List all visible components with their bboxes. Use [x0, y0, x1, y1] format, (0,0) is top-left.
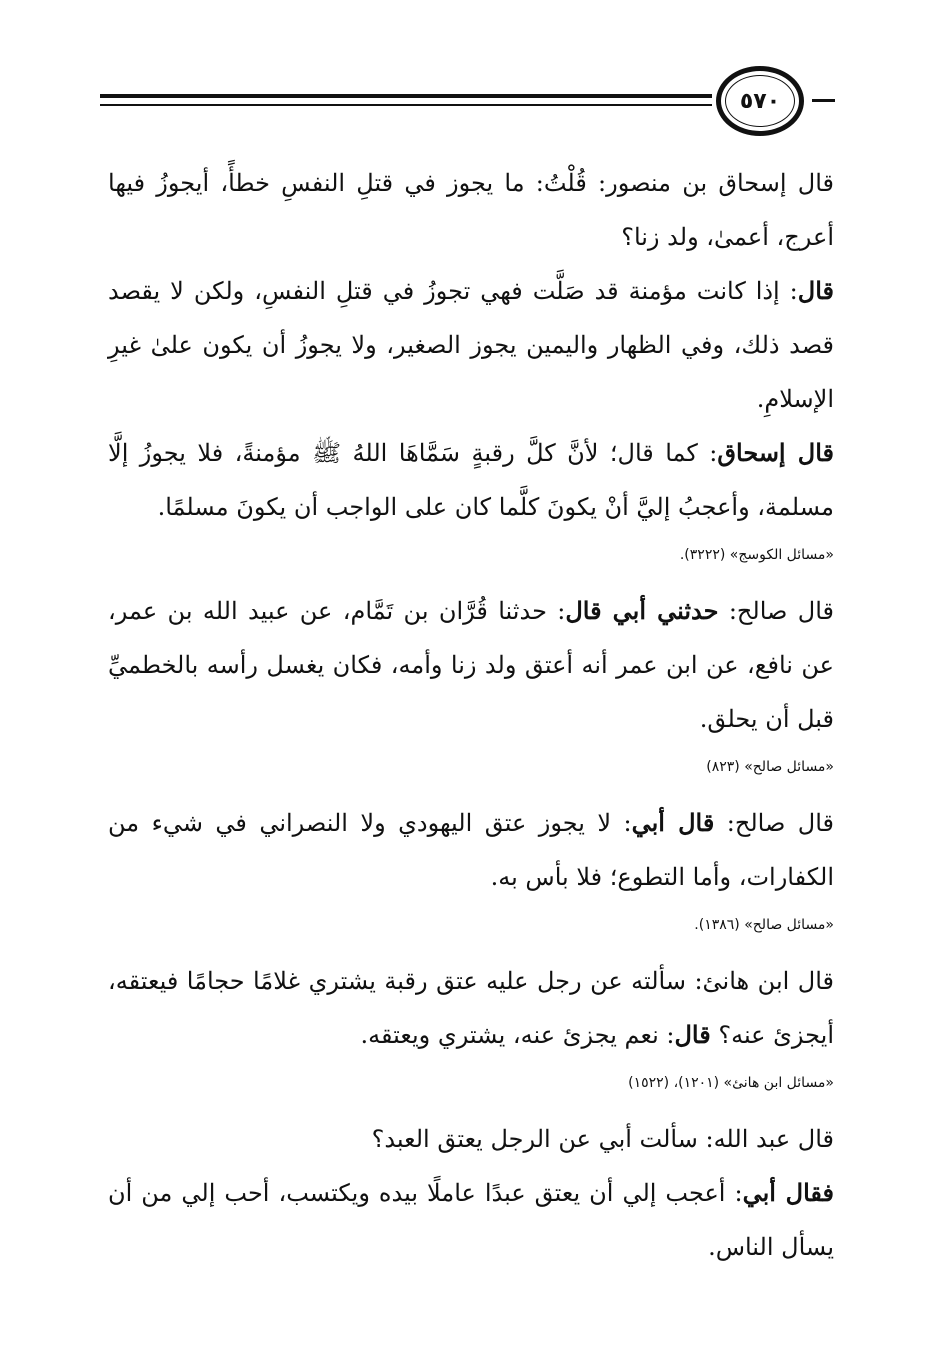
- paragraph: [108, 1112, 834, 1166]
- paragraph-text: : كما قال؛ لأنَّ كلَّ رقبةٍ سَمَّاهَا اللهُ ﷺ مؤمنةً، فلا يجوزُ إلَّا مسلمة، وأعجبُ إليَّ أنْ يكونَ كلَّما كان على الواجب أن يكونَ مسلمًا.: [108, 439, 834, 521]
- paragraph: [108, 264, 834, 426]
- paragraph-text: : نعم يجزئ عنه، يشتري ويعتقه.: [360, 1021, 675, 1049]
- paragraph-text: قال صالح:: [718, 597, 834, 625]
- speaker-label: قال أبي: [631, 808, 715, 837]
- paragraph: [108, 584, 834, 746]
- paragraph-text: قال صالح:: [714, 809, 835, 837]
- header-rule-thin: [100, 104, 712, 106]
- source-reference: «مسائل صالح» (٨٢٣): [706, 759, 834, 775]
- speaker-label: فقال أبي: [742, 1178, 834, 1207]
- paragraph-text: قال ابن هانئ: سألته عن رجل عليه عتق رقبة يشتري غلامًا حجامًا فيعتقه، أيجزئ عنه؟: [108, 967, 834, 1049]
- paragraph: [108, 156, 834, 264]
- paragraph-text: : حدثنا قُرَّان بن تَمَّام، عن عبيد الله بن عمر، عن نافع، عن ابن عمر أنه أعتق ولد زنا وأمه، فكان يغسل رأسه بالخطميِّ قبل أن يحلق.: [108, 597, 834, 733]
- source-reference: «مسائل صالح» (١٣٨٦).: [694, 917, 834, 933]
- speaker-label: حدثني أبي قال: [565, 596, 719, 625]
- speaker-label: قال: [797, 276, 834, 305]
- paragraph-text: : أعجب إلي أن يعتق عبدًا عاملًا بيده ويكتسب، أحب إلي من أن يسأل الناس.: [108, 1179, 834, 1261]
- page-number-badge: [716, 66, 804, 136]
- paragraph-text: : لا يجوز عتق اليهودي ولا النصراني في شيء من الكفارات، وأما التطوع؛ فلا بأس به.: [108, 809, 834, 891]
- paragraph-text: قال عبد الله: سألت أبي عن الرجل يعتق العبد؟: [371, 1125, 834, 1153]
- paragraph: [108, 796, 834, 904]
- page-number: ٥٧٠: [739, 88, 781, 114]
- speaker-label: قال: [674, 1020, 711, 1049]
- page-body: [108, 156, 834, 1274]
- source-reference: «مسائل الكوسج» (٣٢٢٢).: [679, 547, 834, 563]
- paragraph: [108, 954, 834, 1062]
- paragraph: [108, 1166, 834, 1274]
- paragraph-text: : إذا كانت مؤمنة قد صَلَّت فهي تجوزُ في قتلِ النفسِ، ولكن لا يقصد قصد ذلك، وفي الظهار واليمين يجوز الصغير، ولا يجوزُ أن يكون علىٰ غيرِ الإسلامِ.: [108, 277, 834, 413]
- page-header: [100, 62, 835, 142]
- paragraph-text: قال إسحاق بن منصور: قُلْتُ: ما يجوز في قتلِ النفسِ خطأً، أيجوزُ فيها أعرج، أعمىٰ، ولد زنا؟: [108, 169, 834, 251]
- speaker-label: قال إسحاق: [717, 438, 834, 467]
- header-rule-right: [812, 99, 835, 102]
- paragraph: [108, 426, 834, 534]
- header-rule-thick: [100, 94, 712, 98]
- source-reference: «مسائل ابن هانئ» (١٢٠١)، (١٥٢٢): [628, 1075, 834, 1091]
